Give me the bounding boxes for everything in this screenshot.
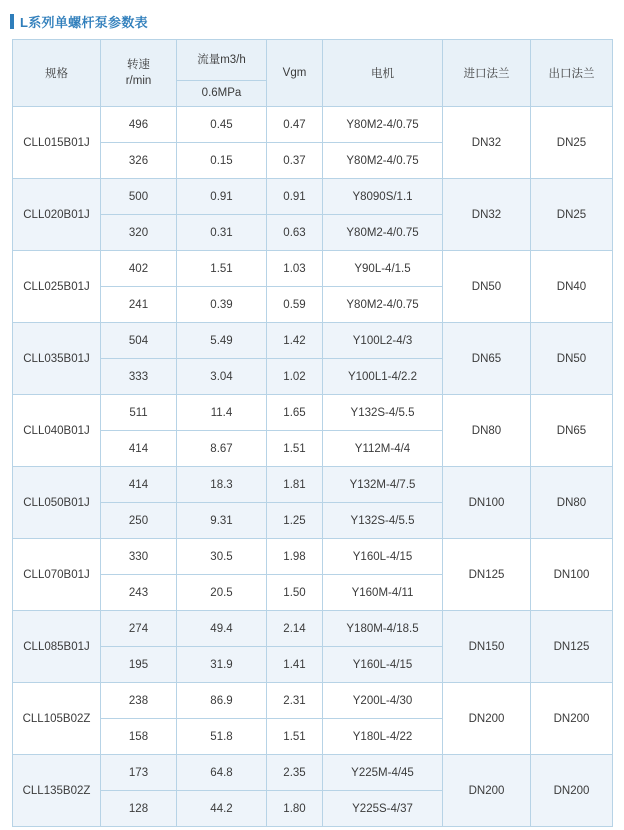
cell-motor: Y180M-4/18.5: [323, 611, 443, 647]
cell-outlet-flange: DN50: [531, 323, 613, 395]
cell-speed: 243: [101, 575, 177, 611]
cell-vgm: 1.51: [267, 719, 323, 755]
cell-motor: Y8090S/1.1: [323, 179, 443, 215]
table-header-row: [13, 40, 613, 107]
cell-flow: 0.45: [177, 107, 267, 143]
cell-model: CLL070B01J: [13, 539, 101, 611]
cell-speed: 241: [101, 287, 177, 323]
cell-model: CLL085B01J: [13, 611, 101, 683]
cell-motor: Y132S-4/5.5: [323, 503, 443, 539]
cell-outlet-flange: DN25: [531, 107, 613, 179]
table-row: [13, 467, 613, 503]
cell-speed: 320: [101, 215, 177, 251]
cell-vgm: 0.91: [267, 179, 323, 215]
cell-speed: 414: [101, 431, 177, 467]
cell-speed: 250: [101, 503, 177, 539]
cell-model: CLL050B01J: [13, 467, 101, 539]
cell-flow: 9.31: [177, 503, 267, 539]
cell-flow: 86.9: [177, 683, 267, 719]
cell-inlet-flange: DN32: [443, 179, 531, 251]
cell-flow: 0.15: [177, 143, 267, 179]
cell-flow: 64.8: [177, 755, 267, 791]
cell-flow: 30.5: [177, 539, 267, 575]
page-title-label: L系列单螺杆泵参数表: [20, 15, 148, 30]
header-cell-motor: 电机: [323, 40, 443, 107]
cell-inlet-flange: DN80: [443, 395, 531, 467]
table-header: [13, 40, 613, 107]
header-speed-line2: r/min: [125, 75, 152, 87]
cell-motor: Y160L-4/15: [323, 539, 443, 575]
cell-inlet-flange: DN200: [443, 683, 531, 755]
cell-model: CLL025B01J: [13, 251, 101, 323]
cell-inlet-flange: DN65: [443, 323, 531, 395]
cell-motor: Y132M-4/7.5: [323, 467, 443, 503]
cell-vgm: 1.42: [267, 323, 323, 359]
cell-vgm: 1.98: [267, 539, 323, 575]
cell-vgm: 0.59: [267, 287, 323, 323]
cell-speed: 128: [101, 791, 177, 827]
cell-motor: Y100L2-4/3: [323, 323, 443, 359]
cell-vgm: 1.81: [267, 467, 323, 503]
cell-motor: Y180L-4/22: [323, 719, 443, 755]
cell-motor: Y225S-4/37: [323, 791, 443, 827]
header-cell-outlet-flange: 出口法兰: [531, 40, 613, 107]
cell-motor: Y80M2-4/0.75: [323, 215, 443, 251]
cell-motor: Y160L-4/15: [323, 647, 443, 683]
cell-speed: 511: [101, 395, 177, 431]
cell-speed: 326: [101, 143, 177, 179]
cell-outlet-flange: DN40: [531, 251, 613, 323]
cell-inlet-flange: DN50: [443, 251, 531, 323]
cell-speed: 195: [101, 647, 177, 683]
cell-speed: 330: [101, 539, 177, 575]
cell-inlet-flange: DN200: [443, 755, 531, 827]
cell-outlet-flange: DN125: [531, 611, 613, 683]
header-cell-flow: [177, 40, 267, 107]
table-row: [13, 683, 613, 719]
cell-outlet-flange: DN100: [531, 539, 613, 611]
header-flow-line1: 流量m3/h: [177, 40, 266, 81]
cell-vgm: 1.03: [267, 251, 323, 287]
cell-outlet-flange: DN200: [531, 755, 613, 827]
table-row: [13, 755, 613, 791]
table-row: [13, 251, 613, 287]
cell-vgm: 1.25: [267, 503, 323, 539]
cell-model: CLL035B01J: [13, 323, 101, 395]
cell-speed: 414: [101, 467, 177, 503]
cell-flow: 5.49: [177, 323, 267, 359]
cell-inlet-flange: DN125: [443, 539, 531, 611]
header-flow-line2: 0.6MPa: [201, 87, 242, 99]
cell-vgm: 0.63: [267, 215, 323, 251]
cell-outlet-flange: DN25: [531, 179, 613, 251]
cell-flow: 20.5: [177, 575, 267, 611]
cell-speed: 500: [101, 179, 177, 215]
cell-speed: 158: [101, 719, 177, 755]
cell-vgm: 1.51: [267, 431, 323, 467]
cell-speed: 402: [101, 251, 177, 287]
cell-vgm: 2.35: [267, 755, 323, 791]
header-cell-vgm: Vgm: [267, 40, 323, 107]
cell-speed: 504: [101, 323, 177, 359]
cell-flow: 31.9: [177, 647, 267, 683]
table-body: [13, 107, 613, 827]
cell-vgm: 2.14: [267, 611, 323, 647]
cell-flow: 8.67: [177, 431, 267, 467]
cell-motor: Y100L1-4/2.2: [323, 359, 443, 395]
cell-inlet-flange: DN32: [443, 107, 531, 179]
cell-outlet-flange: DN65: [531, 395, 613, 467]
cell-motor: Y90L-4/1.5: [323, 251, 443, 287]
cell-flow: 51.8: [177, 719, 267, 755]
cell-vgm: 0.37: [267, 143, 323, 179]
header-cell-inlet-flange: 进口法兰: [443, 40, 531, 107]
cell-outlet-flange: DN200: [531, 683, 613, 755]
spec-table: [12, 39, 613, 827]
cell-flow: 49.4: [177, 611, 267, 647]
cell-inlet-flange: DN100: [443, 467, 531, 539]
title-accent-bar: [10, 14, 14, 29]
cell-speed: 173: [101, 755, 177, 791]
table-row: [13, 611, 613, 647]
header-cell-model: 规格: [13, 40, 101, 107]
cell-vgm: 1.02: [267, 359, 323, 395]
cell-flow: 3.04: [177, 359, 267, 395]
cell-speed: 496: [101, 107, 177, 143]
cell-vgm: 1.65: [267, 395, 323, 431]
cell-motor: Y225M-4/45: [323, 755, 443, 791]
cell-model: CLL135B02Z: [13, 755, 101, 827]
table-row: [13, 323, 613, 359]
cell-motor: Y80M2-4/0.75: [323, 143, 443, 179]
cell-motor: Y132S-4/5.5: [323, 395, 443, 431]
cell-speed: 238: [101, 683, 177, 719]
cell-flow: 1.51: [177, 251, 267, 287]
cell-vgm: 0.47: [267, 107, 323, 143]
cell-flow: 0.31: [177, 215, 267, 251]
cell-model: CLL105B02Z: [13, 683, 101, 755]
cell-flow: 44.2: [177, 791, 267, 827]
cell-model: CLL020B01J: [13, 179, 101, 251]
cell-vgm: 1.80: [267, 791, 323, 827]
cell-flow: 0.91: [177, 179, 267, 215]
cell-inlet-flange: DN150: [443, 611, 531, 683]
cell-motor: Y200L-4/30: [323, 683, 443, 719]
cell-vgm: 2.31: [267, 683, 323, 719]
cell-flow: 18.3: [177, 467, 267, 503]
header-cell-speed: [101, 40, 177, 107]
cell-vgm: 1.41: [267, 647, 323, 683]
cell-motor: Y112M-4/4: [323, 431, 443, 467]
cell-outlet-flange: DN80: [531, 467, 613, 539]
cell-speed: 333: [101, 359, 177, 395]
page-title: [0, 0, 624, 39]
table-row: [13, 539, 613, 575]
cell-model: CLL040B01J: [13, 395, 101, 467]
cell-speed: 274: [101, 611, 177, 647]
cell-motor: Y160M-4/11: [323, 575, 443, 611]
cell-vgm: 1.50: [267, 575, 323, 611]
table-row: [13, 179, 613, 215]
cell-flow: 11.4: [177, 395, 267, 431]
cell-motor: Y80M2-4/0.75: [323, 107, 443, 143]
cell-model: CLL015B01J: [13, 107, 101, 179]
cell-flow: 0.39: [177, 287, 267, 323]
table-row: [13, 395, 613, 431]
cell-motor: Y80M2-4/0.75: [323, 287, 443, 323]
table-row: [13, 107, 613, 143]
header-speed-line1: 转速: [127, 58, 150, 71]
